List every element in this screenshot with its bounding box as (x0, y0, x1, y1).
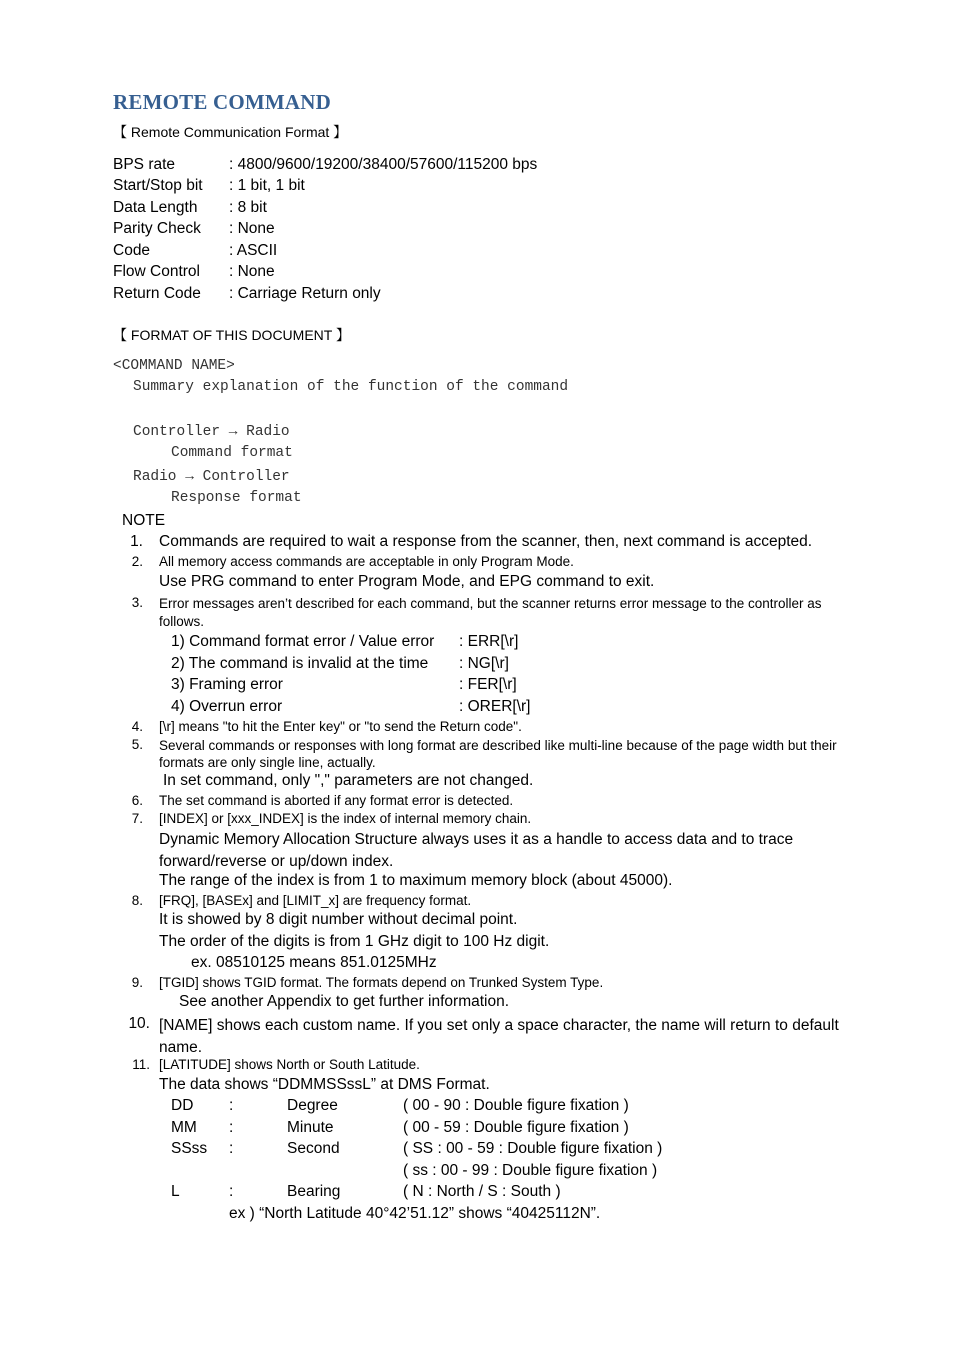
error-code: : FER[\r] (459, 676, 517, 693)
note-heading: NOTE (122, 512, 166, 529)
note-text: Several commands or responses with long format are described like multi-line because of the page width but their formats are only single line, actually. (159, 738, 837, 770)
error-label: 4) Overrun error (171, 698, 283, 715)
dms-name: Bearing (287, 1183, 341, 1200)
spec-label: Parity Check (113, 220, 201, 237)
dms-code: MM (171, 1119, 197, 1136)
spec-value: : ASCII (229, 242, 278, 259)
error-code: : ORER[\r] (459, 698, 531, 715)
note-text: [TGID] shows TGID format. The formats depend on Trunked System Type. (159, 975, 604, 990)
note-extra: See another Appendix to get further information. (179, 993, 510, 1010)
note-number: 6. (131, 793, 143, 808)
dms-name: Degree (287, 1097, 338, 1114)
note-example: ex. 08510125 means 851.0125MHz (191, 954, 437, 971)
error-label: 1) Command format error / Value error (171, 633, 435, 650)
note-text: [NAME] shows each custom name. If you set only a space character, the name will return to default name. (159, 1017, 839, 1056)
dms-code: DD (171, 1097, 194, 1114)
command-format-placeholder: Command format (171, 445, 293, 461)
note-number: 4. (131, 719, 143, 734)
dms-name: Minute (287, 1119, 334, 1136)
note-text: All memory access commands are acceptable in only Program Mode. (159, 554, 574, 569)
dms-sep: : (229, 1183, 234, 1200)
note-extra: In set command, only "," parameters are not changed. (163, 772, 534, 789)
dms-desc: ( SS : 00 - 59 : Double figure fixation ) (403, 1140, 663, 1157)
spec-value: : 8 bit (229, 199, 267, 216)
spec-label: Return Code (113, 285, 201, 302)
note-number: 10. (128, 1015, 150, 1032)
dms-desc: ( 00 - 90 : Double figure fixation ) (403, 1097, 629, 1114)
note-example: ex ) “North Latitude 40°42’51.12” shows “40425112N”. (229, 1205, 601, 1222)
note-number: 1. (130, 533, 143, 550)
spec-value: : 4800/9600/19200/38400/57600/115200 bps (229, 156, 538, 173)
dms-code: SSss (171, 1140, 208, 1157)
spec-label: Flow Control (113, 263, 200, 280)
spec-value: : 1 bit, 1 bit (229, 177, 305, 194)
spec-value: : None (229, 220, 275, 237)
note-text: [\r] means "to hit the Enter key" or "to send the Return code". (159, 719, 522, 734)
spec-label: Start/Stop bit (113, 177, 203, 194)
controller-to-radio: Controller → Radio (133, 424, 290, 440)
error-label: 2) The command is invalid at the time (171, 655, 429, 672)
note-extra: Use PRG command to enter Program Mode, and EPG command to exit. (159, 573, 655, 590)
note-extra: The data shows “DDMMSSssL” at DMS Format. (159, 1076, 490, 1093)
error-label: 3) Framing error (171, 676, 283, 693)
dms-desc: ( N : North / S : South ) (403, 1183, 561, 1200)
doc-format-heading: 【 FORMAT OF THIS DOCUMENT 】 (113, 327, 350, 343)
note-extra: The order of the digits is from 1 GHz digit to 100 Hz digit. (159, 933, 550, 950)
note-text: Commands are required to wait a response from the scanner, then, next command is accepted. (159, 533, 813, 550)
spec-value: : Carriage Return only (229, 285, 381, 302)
note-number: 8. (131, 893, 143, 908)
note-number: 9. (131, 975, 143, 990)
error-code: : ERR[\r] (459, 633, 519, 650)
radio-to-controller: Radio → Controller (133, 469, 290, 485)
note-text: [LATITUDE] shows North or South Latitude. (159, 1057, 420, 1072)
dms-sep: : (229, 1097, 234, 1114)
note-number: 3. (131, 595, 143, 610)
error-code: : NG[\r] (459, 655, 509, 672)
note-text: The set command is aborted if any format error is detected. (159, 793, 514, 808)
note-number: 2. (131, 554, 143, 569)
note-number: 7. (131, 811, 143, 826)
note-text: [FRQ], [BASEx] and [LIMIT_x] are frequency format. (159, 893, 472, 908)
dms-name: Second (287, 1140, 340, 1157)
spec-label: Code (113, 242, 151, 259)
dms-sep: : (229, 1119, 234, 1136)
summary-placeholder: Summary explanation of the function of the command (133, 379, 569, 395)
page-title: REMOTE COMMAND (113, 90, 332, 114)
response-format-placeholder: Response format (171, 490, 302, 506)
spec-label: BPS rate (113, 156, 176, 173)
spec-label: Data Length (113, 199, 198, 216)
dms-sep: : (229, 1140, 234, 1157)
note-number: 5. (131, 737, 143, 752)
comm-format-heading: 【 Remote Communication Format 】 (113, 124, 348, 140)
dms-desc: ( 00 - 59 : Double figure fixation ) (403, 1119, 629, 1136)
note-extra: It is showed by 8 digit number without decimal point. (159, 911, 518, 928)
note-extra: Dynamic Memory Allocation Structure always uses it as a handle to access data and to trace forward/reverse or up/down index. (159, 831, 794, 870)
note-number: 11. (132, 1057, 150, 1072)
dms-desc: ( ss : 00 - 99 : Double figure fixation ) (403, 1162, 658, 1179)
note-text: Error messages aren’t described for each command, but the scanner returns error message to the controller as follows. (159, 596, 822, 629)
spec-value: : None (229, 263, 275, 280)
note-text: [INDEX] or [xxx_INDEX] is the index of internal memory chain. (159, 811, 532, 826)
note-extra: The range of the index is from 1 to maximum memory block (about 45000). (159, 872, 673, 889)
dms-code: L (171, 1183, 180, 1200)
command-name-placeholder: <COMMAND NAME> (113, 358, 235, 374)
